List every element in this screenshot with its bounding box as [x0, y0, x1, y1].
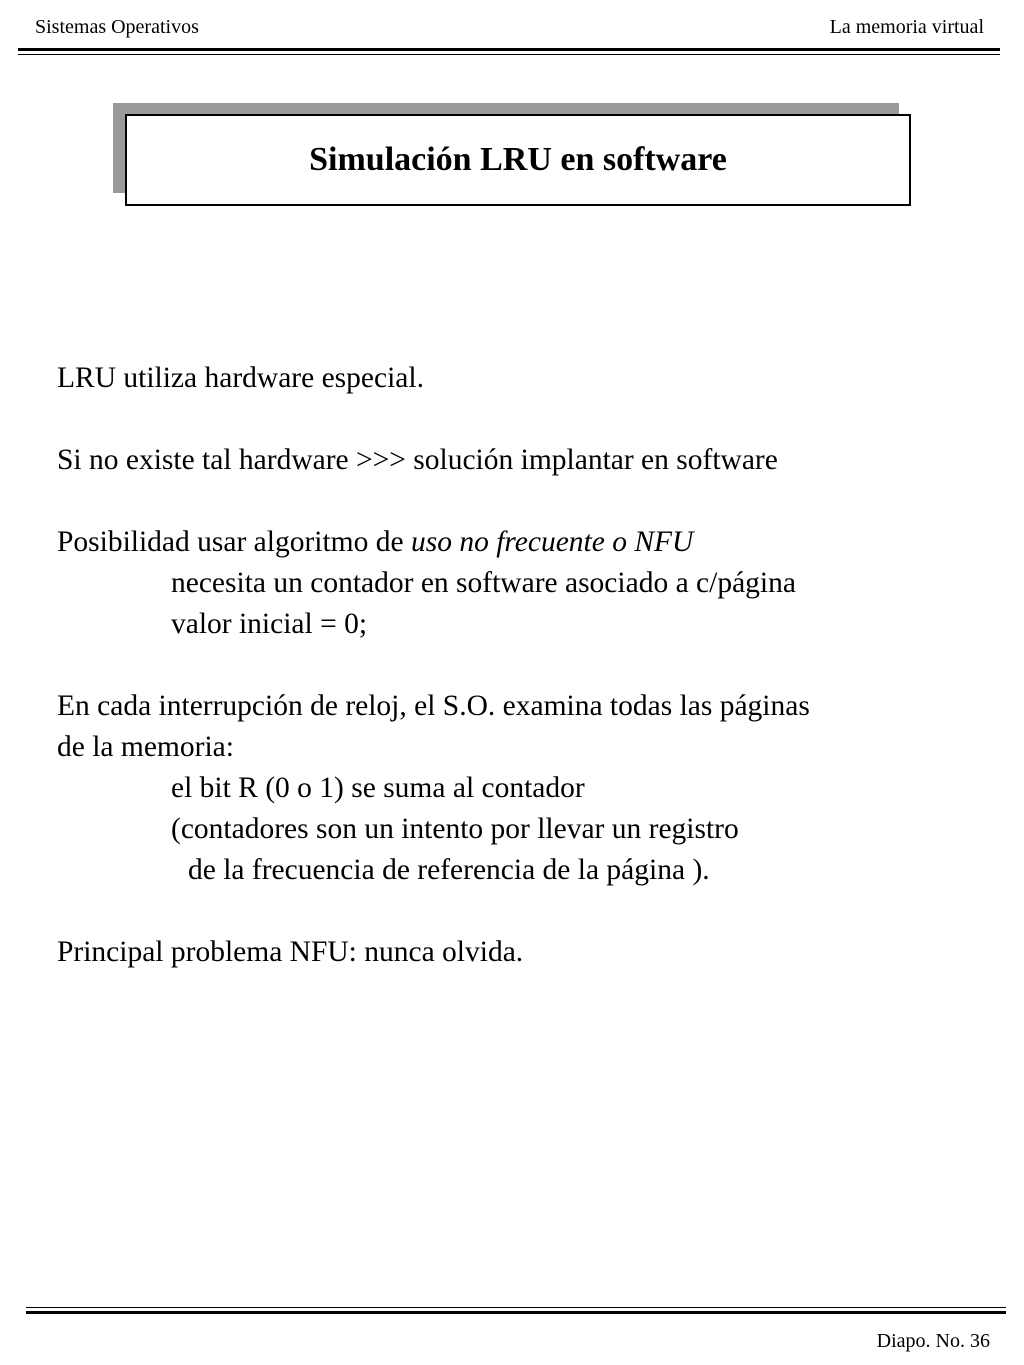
footer-rule-thick — [26, 1311, 1006, 1314]
paragraph-lru-hardware: LRU utiliza hardware especial. — [57, 362, 424, 394]
page-title: Simulación LRU en software — [309, 141, 727, 178]
nfu-initial-value-line: valor inicial = 0; — [171, 608, 368, 640]
r-bit-line: el bit R (0 o 1) se suma al contador — [171, 772, 585, 804]
header-left-text: Sistemas Operativos — [35, 16, 199, 38]
slide-number: Diapo. No. 36 — [876, 1330, 990, 1352]
header-rule-thick — [18, 48, 1000, 51]
paragraph-clock-interrupt: En cada interrupción de reloj, el S.O. examina todas las páginas — [57, 690, 810, 722]
counters-line: (contadores son un intento por llevar un registro — [171, 813, 739, 845]
footer-rule-thin — [26, 1307, 1006, 1308]
header-right-text: La memoria virtual — [829, 16, 984, 38]
header-rule-thin — [18, 54, 1000, 55]
clock-interrupt-line2: de la memoria: — [57, 731, 234, 763]
nfu-prefix-text: Posibilidad usar algoritmo de — [57, 526, 411, 558]
title-box — [125, 114, 911, 206]
paragraph-nfu-possibility — [57, 522, 997, 563]
frequency-line: de la frecuencia de referencia de la página ). — [188, 854, 710, 886]
body-text — [57, 358, 997, 973]
nfu-counter-line: necesita un contador en software asociado a c/página — [171, 567, 796, 599]
paragraph-software-solution: Si no existe tal hardware >>> solución implantar en software — [57, 444, 778, 476]
paragraph-nfu-problem: Principal problema NFU: nunca olvida. — [57, 936, 524, 968]
nfu-italic-text: uso no frecuente o NFU — [410, 526, 694, 558]
